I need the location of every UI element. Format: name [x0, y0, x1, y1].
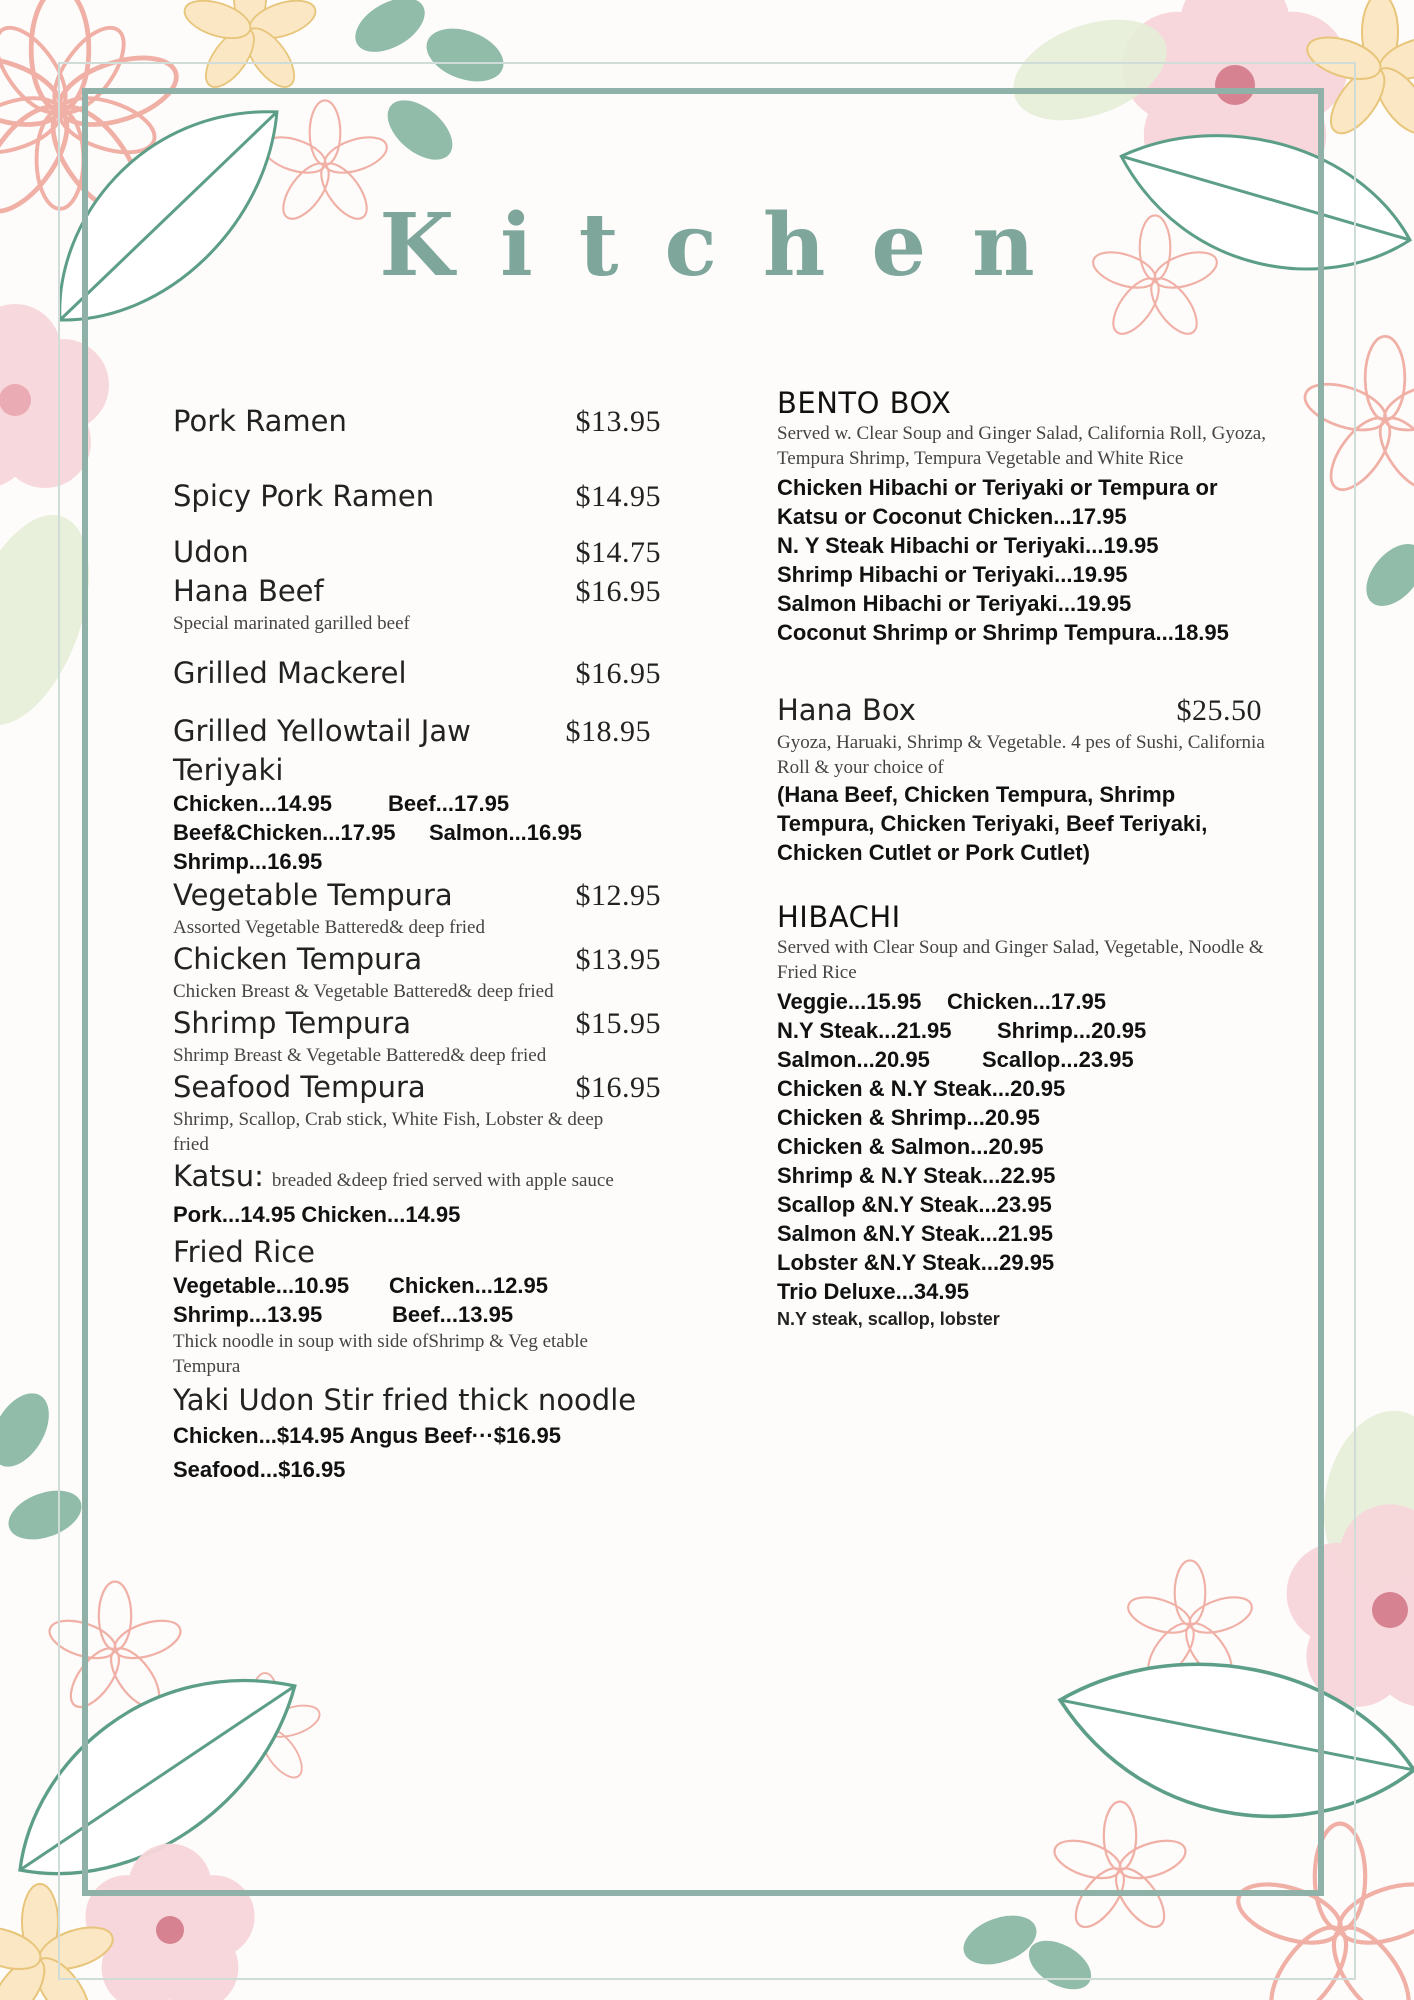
section-title-hibachi: HIBACHI: [777, 900, 901, 934]
page-title: Kitchen: [379, 195, 1081, 296]
option-shrimp: Shrimp...20.95: [997, 1018, 1147, 1043]
item-name: Grilled Yellowtail Jaw: [173, 714, 471, 748]
item-name: Katsu:: [173, 1159, 264, 1193]
item-name: Shrimp Tempura: [173, 1006, 412, 1040]
menu-item-shrimp-tempura: [173, 1004, 661, 1043]
option-chicken: Chicken...12.95: [389, 1273, 548, 1298]
yaki-udon-options: [173, 1419, 661, 1487]
item-price: $14.75: [575, 536, 661, 569]
option-salmon: Salmon...20.95: [777, 1047, 930, 1072]
item-description: Chicken Breast & Vegetable Battered& deep fried: [173, 981, 554, 1002]
item-price: $13.95: [575, 943, 661, 976]
teriyaki-options: [173, 789, 661, 876]
item-price: $18.95: [565, 715, 651, 748]
item-price: $25.50: [1176, 694, 1262, 727]
bento-option: Shrimp Hibachi or Teriyaki...19.95: [777, 562, 1128, 587]
item-name: Grilled Mackerel: [173, 656, 407, 690]
item-price: $13.95: [575, 405, 661, 438]
hibachi-combo: Shrimp & N.Y Steak...22.95: [777, 1163, 1056, 1188]
item-description: Shrimp Breast & Vegetable Battered& deep fried: [173, 1045, 547, 1066]
item-description: Gyoza, Haruaki, Shrimp & Vegetable. 4 pes of Sushi, California Roll & your choice of: [777, 732, 1265, 778]
item-description: Thick noodle in soup with side ofShrimp & Veg etable Tempura: [173, 1331, 588, 1377]
option-chicken: Chicken...14.95: [173, 791, 332, 816]
option-salmon: Salmon...16.95: [429, 820, 582, 845]
trio-deluxe-note: N.Y steak, scallop, lobster: [777, 1309, 1000, 1329]
menu-item-vegetable-tempura: [173, 876, 661, 915]
option-veggie: Veggie...15.95: [777, 989, 922, 1014]
item-name: Pork Ramen: [173, 404, 347, 438]
menu-item-seafood-tempura: [173, 1068, 661, 1107]
menu-item-udon: [173, 533, 661, 572]
item-name: Spicy Pork Ramen: [173, 479, 435, 513]
item-price: $14.95: [575, 480, 661, 513]
option-vegetable: Vegetable...10.95: [173, 1273, 350, 1298]
item-description: Special marinated garilled beef: [173, 613, 410, 634]
hibachi-options: [777, 987, 1277, 1306]
item-name: Teriyaki: [173, 753, 284, 787]
item-price: $16.95: [575, 1071, 661, 1104]
item-name: Fried Rice: [173, 1235, 316, 1269]
menu-item-grilled-yellowtail-jaw: [173, 712, 661, 751]
item-name: Vegetable Tempura: [173, 878, 453, 912]
hana-box-choices: (Hana Beef, Chicken Tempura, Shrimp Tempura, Chicken Teriyaki, Beef Teriyaki, Chicken Cutlet or Pork Cutlet): [777, 782, 1208, 865]
item-description: Assorted Vegetable Battered& deep fried: [173, 917, 485, 938]
option-scallop: Scallop...23.95: [982, 1047, 1134, 1072]
menu-item-fried-rice: [173, 1233, 661, 1271]
bento-option: N. Y Steak Hibachi or Teriyaki...19.95: [777, 533, 1159, 558]
option-beef-chicken: Beef&Chicken...17.95: [173, 820, 396, 845]
hibachi-combo: Scallop &N.Y Steak...23.95: [777, 1192, 1052, 1217]
hibachi-combo: Trio Deluxe...34.95: [777, 1279, 969, 1304]
menu-item-pork-ramen: [173, 402, 661, 441]
katsu-options: Pork...14.95 Chicken...14.95: [173, 1202, 461, 1227]
option-ny-steak: N.Y Steak...21.95: [777, 1018, 952, 1043]
menu-item-hana-beef: [173, 572, 661, 611]
menu-item-spicy-pork-ramen: [173, 477, 661, 516]
item-name: Hana Box: [777, 693, 916, 727]
option-beef: Beef...13.95: [392, 1302, 514, 1327]
item-price: $16.95: [575, 575, 661, 608]
bento-options: [777, 473, 1277, 647]
item-name: Chicken Tempura: [173, 942, 423, 976]
item-description: Shrimp, Scallop, Crab stick, White Fish, Lobster & deep fried: [173, 1109, 604, 1155]
hibachi-combo: Lobster &N.Y Steak...29.95: [777, 1250, 1055, 1275]
item-price: $12.95: [575, 879, 661, 912]
menu-item-chicken-tempura: [173, 940, 661, 979]
section-description: Served with Clear Soup and Ginger Salad, Vegetable, Noodle & Fried Rice: [777, 937, 1264, 983]
option-chicken: Chicken...17.95: [947, 989, 1106, 1014]
option-shrimp: Shrimp...13.95: [173, 1302, 323, 1327]
bento-option: Chicken Hibachi or Teriyaki or Tempura or Katsu or Coconut Chicken...17.95: [777, 475, 1218, 529]
menu-item-teriyaki: [173, 751, 661, 789]
section-description: Served w. Clear Soup and Ginger Salad, California Roll, Gyoza, Tempura Shrimp, Tempura Vegetable and White Rice: [777, 423, 1266, 469]
hibachi-combo: Chicken & Salmon...20.95: [777, 1134, 1044, 1159]
option-line: Chicken...$14.95 Angus Beef···$16.95: [173, 1423, 562, 1448]
hibachi-combo: Salmon &N.Y Steak...21.95: [777, 1221, 1053, 1246]
fried-rice-options: [173, 1271, 661, 1329]
option-beef: Beef...17.95: [388, 791, 510, 816]
menu-item-grilled-mackerel: [173, 654, 661, 693]
right-column: [777, 385, 1277, 1332]
item-price: $16.95: [575, 657, 661, 690]
option-line: Seafood...$16.95: [173, 1457, 346, 1482]
bento-option: Salmon Hibachi or Teriyaki...19.95: [777, 591, 1132, 616]
menu-item-hana-box: [777, 691, 1277, 730]
menu-item-yaki-udon: [173, 1381, 661, 1419]
item-name: Hana Beef: [173, 574, 324, 608]
item-name: Udon: [173, 535, 249, 569]
section-title-bento-box: BENTO BOX: [777, 386, 952, 420]
option-shrimp: Shrimp...16.95: [173, 849, 323, 874]
bento-option: Coconut Shrimp or Shrimp Tempura...18.95: [777, 620, 1229, 645]
item-name: Seafood Tempura: [173, 1070, 426, 1104]
left-column: [173, 402, 661, 1487]
item-name: Yaki Udon Stir fried thick noodle: [173, 1383, 637, 1417]
item-description: breaded &deep fried served with apple sauce: [271, 1170, 614, 1191]
hibachi-combo: Chicken & Shrimp...20.95: [777, 1105, 1040, 1130]
hibachi-combo: Chicken & N.Y Steak...20.95: [777, 1076, 1066, 1101]
item-price: $15.95: [575, 1007, 661, 1040]
menu-item-katsu: [173, 1157, 661, 1200]
